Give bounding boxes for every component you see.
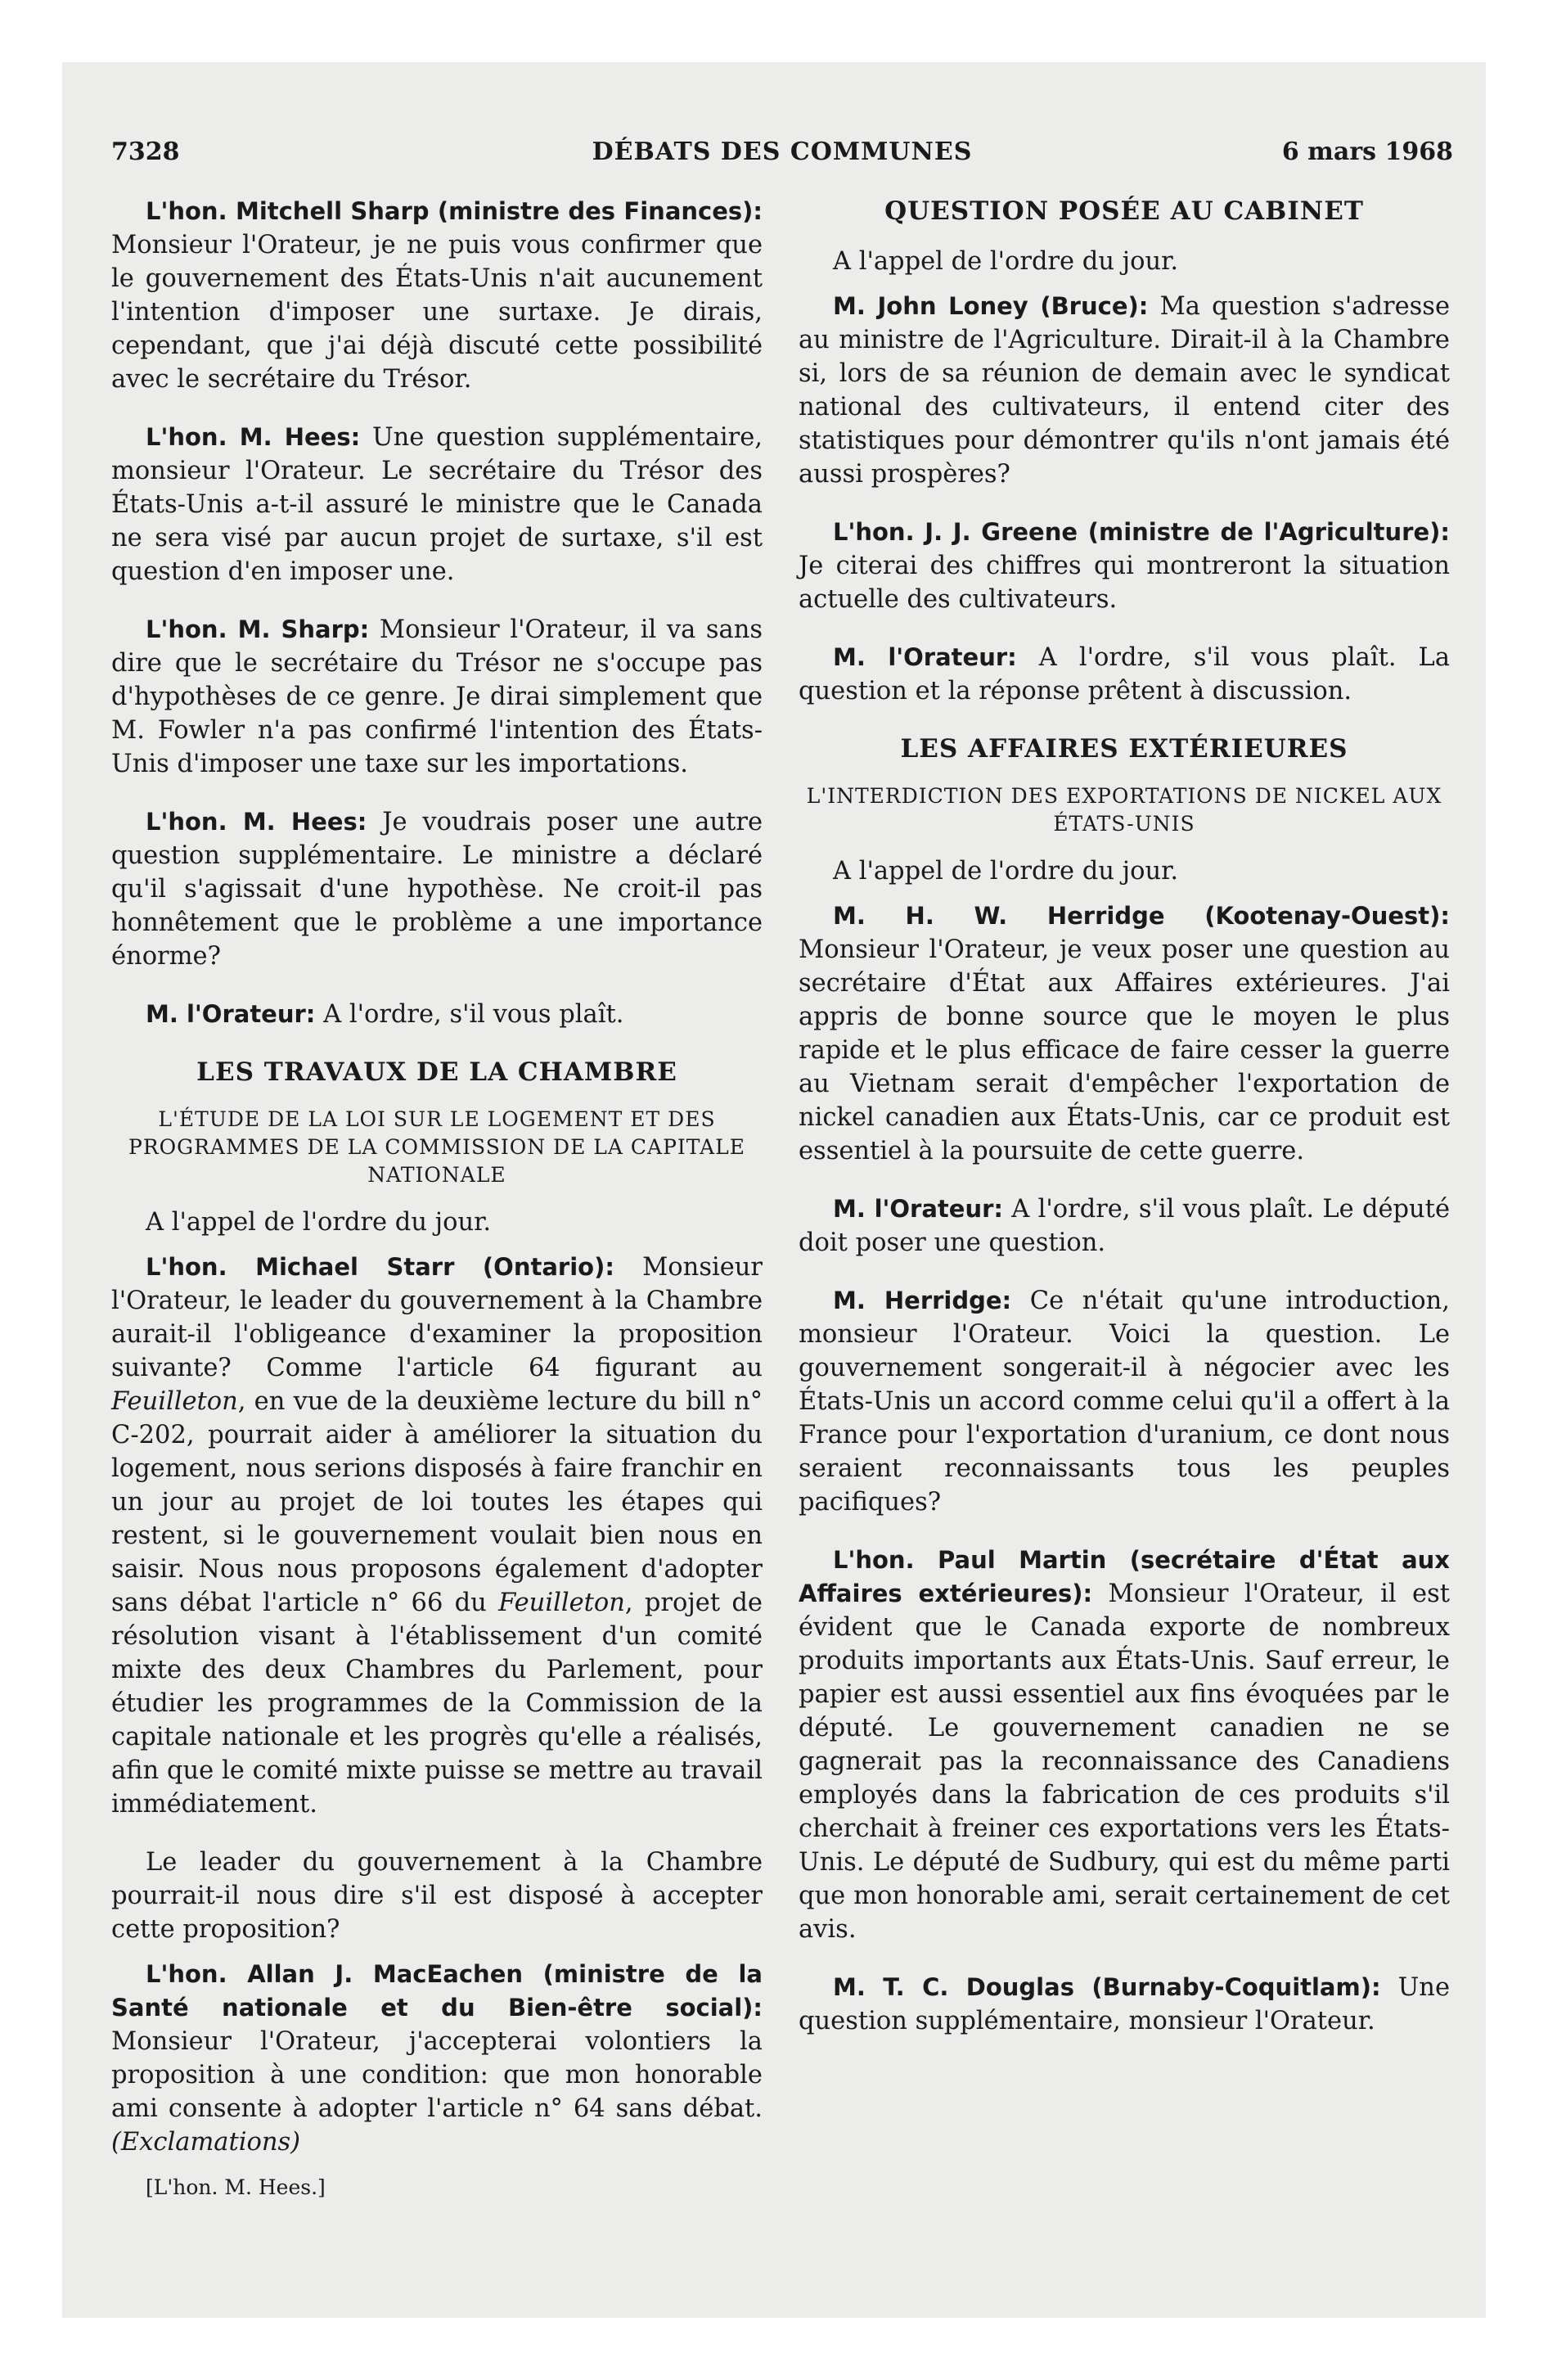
paragraph-text: Monsieur l'Orateur, il est évident que le Canada exporte de nombreux produits importants aux États-Unis. Sauf erreur, le papier est aussi essentiel aux fins évoquées par le député. Le gouvernement canadien ne se gagnerait pas la reconnaissance des Canadiens employés dans la fabrication de ces produits s'il cherchait à freiner ces exportations vers les États-Unis. Le député de Sudbury, qui est du même parti que mon honorable ami, serait certainement de cet avis. — [799, 1580, 1450, 1944]
paragraph-text: Je voudrais poser une autre question supplémentaire. Le ministre a déclaré qu'il s'agissait d'une hypothèse. Ne croit-il pas honnêtement que le problème a une importance énorme? — [111, 808, 763, 971]
speaker-name: L'hon. M. Sharp: — [146, 615, 370, 643]
paragraph-text: , projet de résolution visant à l'établissement d'un comité mixte des deux Chambres du Parlement, pour étudier les programmes de la Commission de la capitale nationale et les progrès qu'elle a réalisés, afin que le comité mixte puisse se mettre au travail immédiatement. — [111, 1589, 763, 1819]
paragraph — [111, 195, 763, 396]
paragraph-text: A l'ordre, s'il vous plaît. Le député doit poser une question. — [799, 1195, 1450, 1257]
speaker-name: L'hon. Michael Starr (Ontario): — [146, 1253, 614, 1281]
journal-title: DÉBATS DES COMMUNES — [592, 137, 973, 166]
footnote: [L'hon. M. Hees.] — [146, 2175, 326, 2199]
paragraph — [111, 998, 763, 1031]
order-call: A l'appel de l'ordre du jour. — [833, 857, 1179, 886]
paragraph-text: A l'ordre, s'il vous plaît. — [323, 1000, 624, 1029]
section-subheading: L'INTERDICTION DES EXPORTATIONS DE NICKEL AUX ÉTATS-UNIS — [806, 784, 1442, 836]
paragraph-text: Monsieur l'Orateur, le leader du gouvernement à la Chambre aurait-il l'obligeance d'examiner la proposition suivante? Comme l'article 64 figurant au — [111, 1253, 763, 1382]
order-call: A l'appel de l'ordre du jour. — [833, 247, 1179, 276]
speaker-name: L'hon. Mitchell Sharp (ministre des Finances): — [146, 197, 763, 225]
paragraph — [111, 1251, 763, 1821]
paragraph — [111, 421, 763, 588]
section-subheading: L'ÉTUDE DE LA LOI SUR LE LOGEMENT ET DES PROGRAMMES DE LA COMMISSION DE LA CAPITALE NATIONALE — [128, 1107, 745, 1187]
paragraph-text: Une question supplémentaire, monsieur l'Orateur. — [799, 1973, 1450, 2035]
speaker-name: M. l'Orateur: — [833, 643, 1017, 671]
speaker-name: M. l'Orateur: — [833, 1195, 1003, 1223]
speaker-name: L'hon. M. Hees: — [146, 423, 361, 451]
speaker-name: L'hon. Paul Martin (secrétaire d'État aux Affaires extérieures): — [799, 1546, 1450, 1607]
speaker-name: M. l'Orateur: — [146, 1000, 316, 1028]
paragraph-text: Ma question s'adresse au ministre de l'Agriculture. Dirait-il à la Chambre si, lors de sa réunion de demain avec le syndicat national des cultivateurs, il entend citer des statistiques pour démontrer qu'ils n'ont jamais été aussi prospères? — [799, 292, 1451, 489]
italic-text: (Exclamations) — [111, 2128, 301, 2157]
page-number: 7328 — [111, 137, 180, 166]
speaker-name: L'hon. Allan J. MacEachen (ministre de la Santé nationale et du Bien-être social): — [111, 1960, 763, 2022]
speaker-name: M. T. C. Douglas (Burnaby-Coquitlam): — [833, 1973, 1381, 2001]
issue-date: 6 mars 1968 — [1281, 137, 1453, 166]
speaker-name: M. Herridge: — [833, 1287, 1012, 1314]
paragraph — [799, 1284, 1450, 1519]
paragraph — [799, 1192, 1450, 1260]
paragraph — [799, 1971, 1450, 2038]
section-heading: LES AFFAIRES EXTÉRIEURES — [900, 734, 1348, 764]
paragraph — [111, 805, 763, 973]
speaker-name: M. H. W. Herridge (Kootenay-Ouest): — [833, 902, 1450, 930]
left-column — [111, 195, 763, 2229]
right-column — [799, 195, 1450, 2062]
paragraph-text: Monsieur l'Orateur, il va sans dire que le secrétaire du Trésor ne s'occupe pas d'hypothèses de ce genre. Je dirai simplement que M. Fowler n'a pas confirmé l'intention des États-Unis d'imposer une taxe sur les importations. — [111, 615, 763, 778]
paragraph-text: Monsieur l'Orateur, je veux poser une question au secrétaire d'État aux Affaires extérieures. J'ai appris de bonne source que le moyen le plus rapide et le plus efficace de faire cesser la guerre au Vietnam serait d'empêcher l'exportation de nickel canadien aux États-Unis, car ce produit est essentiel à la poursuite de cette guerre. — [799, 935, 1450, 1165]
running-header — [111, 137, 1453, 174]
paragraph-text: , en vue de la deuxième lecture du bill n° C-202, pourrait aider à améliorer la situation du logement, nous serions disposés à faire franchir en un jour au projet de loi toutes les étapes qui restent, si le gouvernement voulait bien nous en saisir. Nous nous proposons également d'adopter sans débat l'article n° 66 du — [111, 1387, 763, 1617]
speaker-name: L'hon. J. J. Greene (ministre de l'Agriculture): — [833, 518, 1450, 546]
paragraph-text: Ce n'était qu'une introduction, monsieur l'Orateur. Voici la question. Le gouvernement songerait-il à négocier avec les États-Unis un accord comme celui qu'il a offert à la France pour l'exportation d'uranium, ce dont nous seraient reconnaissants tous les peuples pacifiques? — [799, 1287, 1450, 1517]
paragraph — [799, 1544, 1450, 1946]
paragraph-text: A l'ordre, s'il vous plaît. La question et la réponse prêtent à discussion. — [799, 643, 1450, 705]
paragraph-text: Monsieur l'Orateur, j'accepterai volontiers la proposition à une condition: que mon honorable ami consente à adopter l'article n° 64 sans débat. — [111, 2027, 763, 2123]
paragraph-text: Je citerai des chiffres qui montreront la situation actuelle des cultivateurs. — [799, 552, 1450, 614]
paragraph — [799, 290, 1450, 491]
paragraph-text: Une question supplémentaire, monsieur l'Orateur. Le secrétaire du Trésor des États-Unis a-t-il assuré le ministre que le Canada ne sera visé par aucun projet de surtaxe, s'il est question d'en imposer une. — [111, 423, 763, 586]
paragraph — [799, 899, 1450, 1168]
paragraph-text: Le leader du gouvernement à la Chambre pourrait-il nous dire s'il est disposé à accepter cette proposition? — [111, 1848, 763, 1944]
speaker-name: M. John Loney (Bruce): — [833, 292, 1149, 320]
paragraph — [799, 516, 1450, 616]
italic-text: Feuilleton — [498, 1589, 625, 1617]
italic-text: Feuilleton — [111, 1387, 238, 1416]
order-call: A l'appel de l'ordre du jour. — [146, 1208, 492, 1237]
section-heading: LES TRAVAUX DE LA CHAMBRE — [196, 1057, 677, 1087]
paragraph — [799, 641, 1450, 708]
paragraph — [111, 613, 763, 781]
speaker-name: L'hon. M. Hees: — [146, 808, 367, 836]
section-heading: QUESTION POSÉE AU CABINET — [884, 196, 1364, 226]
paragraph-text: Monsieur l'Orateur, je ne puis vous confirmer que le gouvernement des États-Unis n'ait aucunement l'intention d'imposer une surtaxe. Je dirais, cependant, que j'ai déjà discuté cette possibilité avec le secrétaire du Trésor. — [111, 231, 763, 394]
paragraph — [111, 1958, 763, 2159]
